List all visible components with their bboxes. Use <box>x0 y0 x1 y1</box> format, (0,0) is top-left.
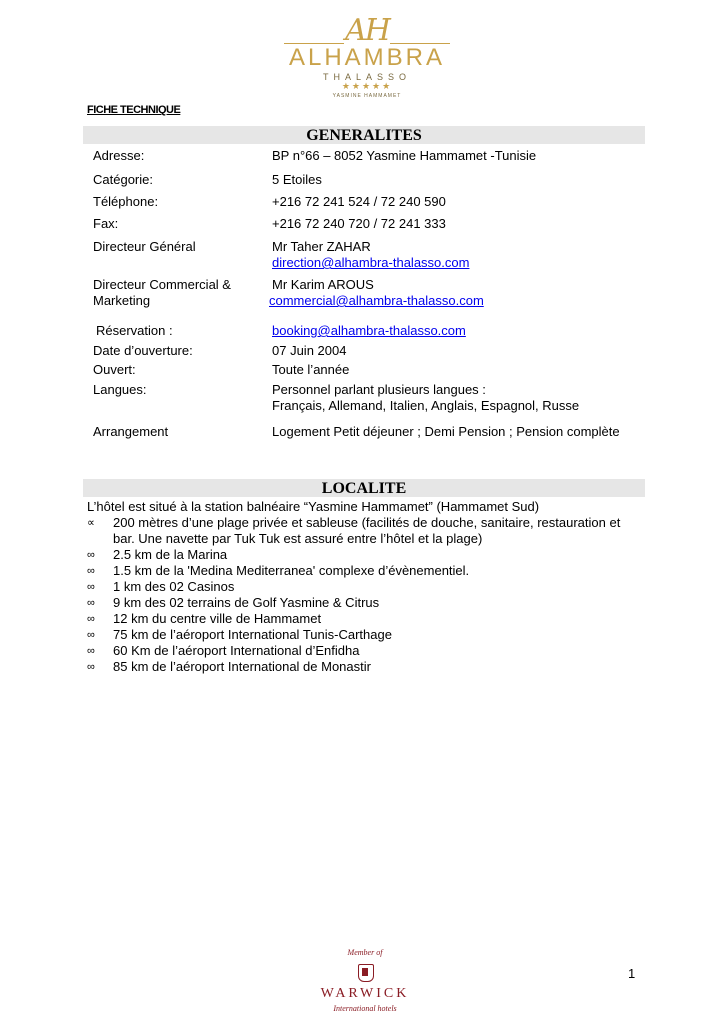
value-directeur-commercial: Mr Karim AROUS <box>272 277 374 292</box>
booking-email-line <box>272 323 652 339</box>
list-item-text: 12 km du centre ville de Hammamet <box>113 611 322 626</box>
list-item <box>87 643 643 659</box>
section-title-localite: LOCALITE <box>321 480 407 497</box>
list-item-text: 75 km de l’aéroport International Tunis-Carthage <box>113 627 392 642</box>
value-directeur-general: Mr Taher ZAHAR <box>272 239 371 254</box>
list-item <box>87 515 643 547</box>
value-arrangement: Logement Petit déjeuner ; Demi Pension ; Pension complète <box>272 424 620 439</box>
logo-subtitle: THALASSO <box>322 72 411 82</box>
member-of-label: Member of <box>347 948 383 957</box>
label-directeur-commercial: Directeur Commercial & <box>93 277 231 292</box>
infinity-icon: ∞ <box>87 661 95 673</box>
logo-monogram: AH <box>345 13 389 48</box>
crest-icon <box>358 964 374 982</box>
infinity-icon: ∞ <box>87 629 95 641</box>
document-label: FICHE TECHNIQUE <box>87 104 181 116</box>
warwick-subtitle: International hotels <box>333 1004 397 1013</box>
list-item <box>87 563 643 579</box>
booking-email-link[interactable]: booking@alhambra-thalasso.com <box>272 323 466 338</box>
value-langues-list: Français, Allemand, Italien, Anglais, Espagnol, Russe <box>272 398 580 413</box>
list-item <box>87 579 643 595</box>
list-item-text: 200 mètres d’une plage privée et sableuse (facilités de douche, sanitaire, restauration et bar. Une navette par Tuk Tuk est assuré entre l’hôtel et la plage) <box>113 515 621 546</box>
value-adresse: BP n°66 – 8052 Yasmine Hammamet -Tunisie <box>272 148 537 163</box>
infinity-icon: ∞ <box>87 565 95 577</box>
value-telephone: +216 72 241 524 / 72 240 590 <box>272 194 446 209</box>
label-categorie: Catégorie: <box>93 172 153 187</box>
label-langues: Langues: <box>93 382 147 397</box>
label-date-ouverture: Date d’ouverture: <box>93 343 193 358</box>
label-telephone: Téléphone: <box>93 194 159 209</box>
label-reservation: Réservation : <box>96 323 173 338</box>
value-date-ouverture: 07 Juin 2004 <box>272 343 347 358</box>
list-item-text: 9 km des 02 terrains de Golf Yasmine & Citrus <box>113 595 380 610</box>
list-item-text: 1 km des 02 Casinos <box>113 579 235 594</box>
warwick-logo <box>308 946 422 1018</box>
commercial-email-link[interactable]: commercial@alhambra-thalasso.com <box>269 293 484 308</box>
label-ouvert: Ouvert: <box>93 362 136 377</box>
logo-name: ALHAMBRA <box>288 44 446 71</box>
section-title-generalites: GENERALITES <box>306 127 422 144</box>
value-langues: Personnel parlant plusieurs langues : <box>272 382 486 397</box>
infinity-icon: ∞ <box>87 613 95 625</box>
direction-email-link[interactable]: direction@alhambra-thalasso.com <box>272 255 470 270</box>
logo-tagline: YASMINE HAMMAMET <box>332 93 402 99</box>
list-item <box>87 659 643 675</box>
label-adresse: Adresse: <box>93 148 145 163</box>
label-arrangement: Arrangement <box>93 424 169 439</box>
generalites-header-bar <box>83 126 645 144</box>
infinity-icon: ∞ <box>87 597 95 609</box>
logo-stars: ★★★★★ <box>341 81 393 91</box>
localite-list <box>87 515 643 675</box>
page-number: 1 <box>628 966 636 981</box>
value-ouvert: Toute l’année <box>272 362 350 377</box>
list-item <box>87 627 643 643</box>
list-item <box>87 611 643 627</box>
list-item-text: 2.5 km de la Marina <box>113 547 228 562</box>
proportional-icon: ∝ <box>87 517 95 529</box>
value-categorie: 5 Etoiles <box>272 172 322 187</box>
label-fax: Fax: <box>93 216 119 231</box>
list-item-text: 85 km de l’aéroport International de Monastir <box>113 659 371 674</box>
localite-intro: L’hôtel est situé à la station balnéaire “Yasmine Hammamet” (Hammamet Sud) <box>87 499 540 514</box>
infinity-icon: ∞ <box>87 645 95 657</box>
infinity-icon: ∞ <box>87 549 95 561</box>
list-item <box>87 547 643 563</box>
list-item-text: 1.5 km de la 'Medina Mediterranea' complexe d’évènementiel. <box>113 563 470 578</box>
warwick-brand: WARWICK <box>320 986 410 1001</box>
value-fax: +216 72 240 720 / 72 241 333 <box>272 216 446 231</box>
alhambra-logo <box>272 13 462 99</box>
label-directeur-general: Directeur Général <box>93 239 196 254</box>
list-item <box>87 595 643 611</box>
localite-header-bar <box>83 479 645 497</box>
list-item-text: 60 Km de l’aéroport International d’Enfidha <box>113 643 360 658</box>
infinity-icon: ∞ <box>87 581 95 593</box>
direction-email-line <box>272 255 652 271</box>
label-marketing: Marketing <box>93 293 151 308</box>
commercial-email-line <box>269 293 649 309</box>
